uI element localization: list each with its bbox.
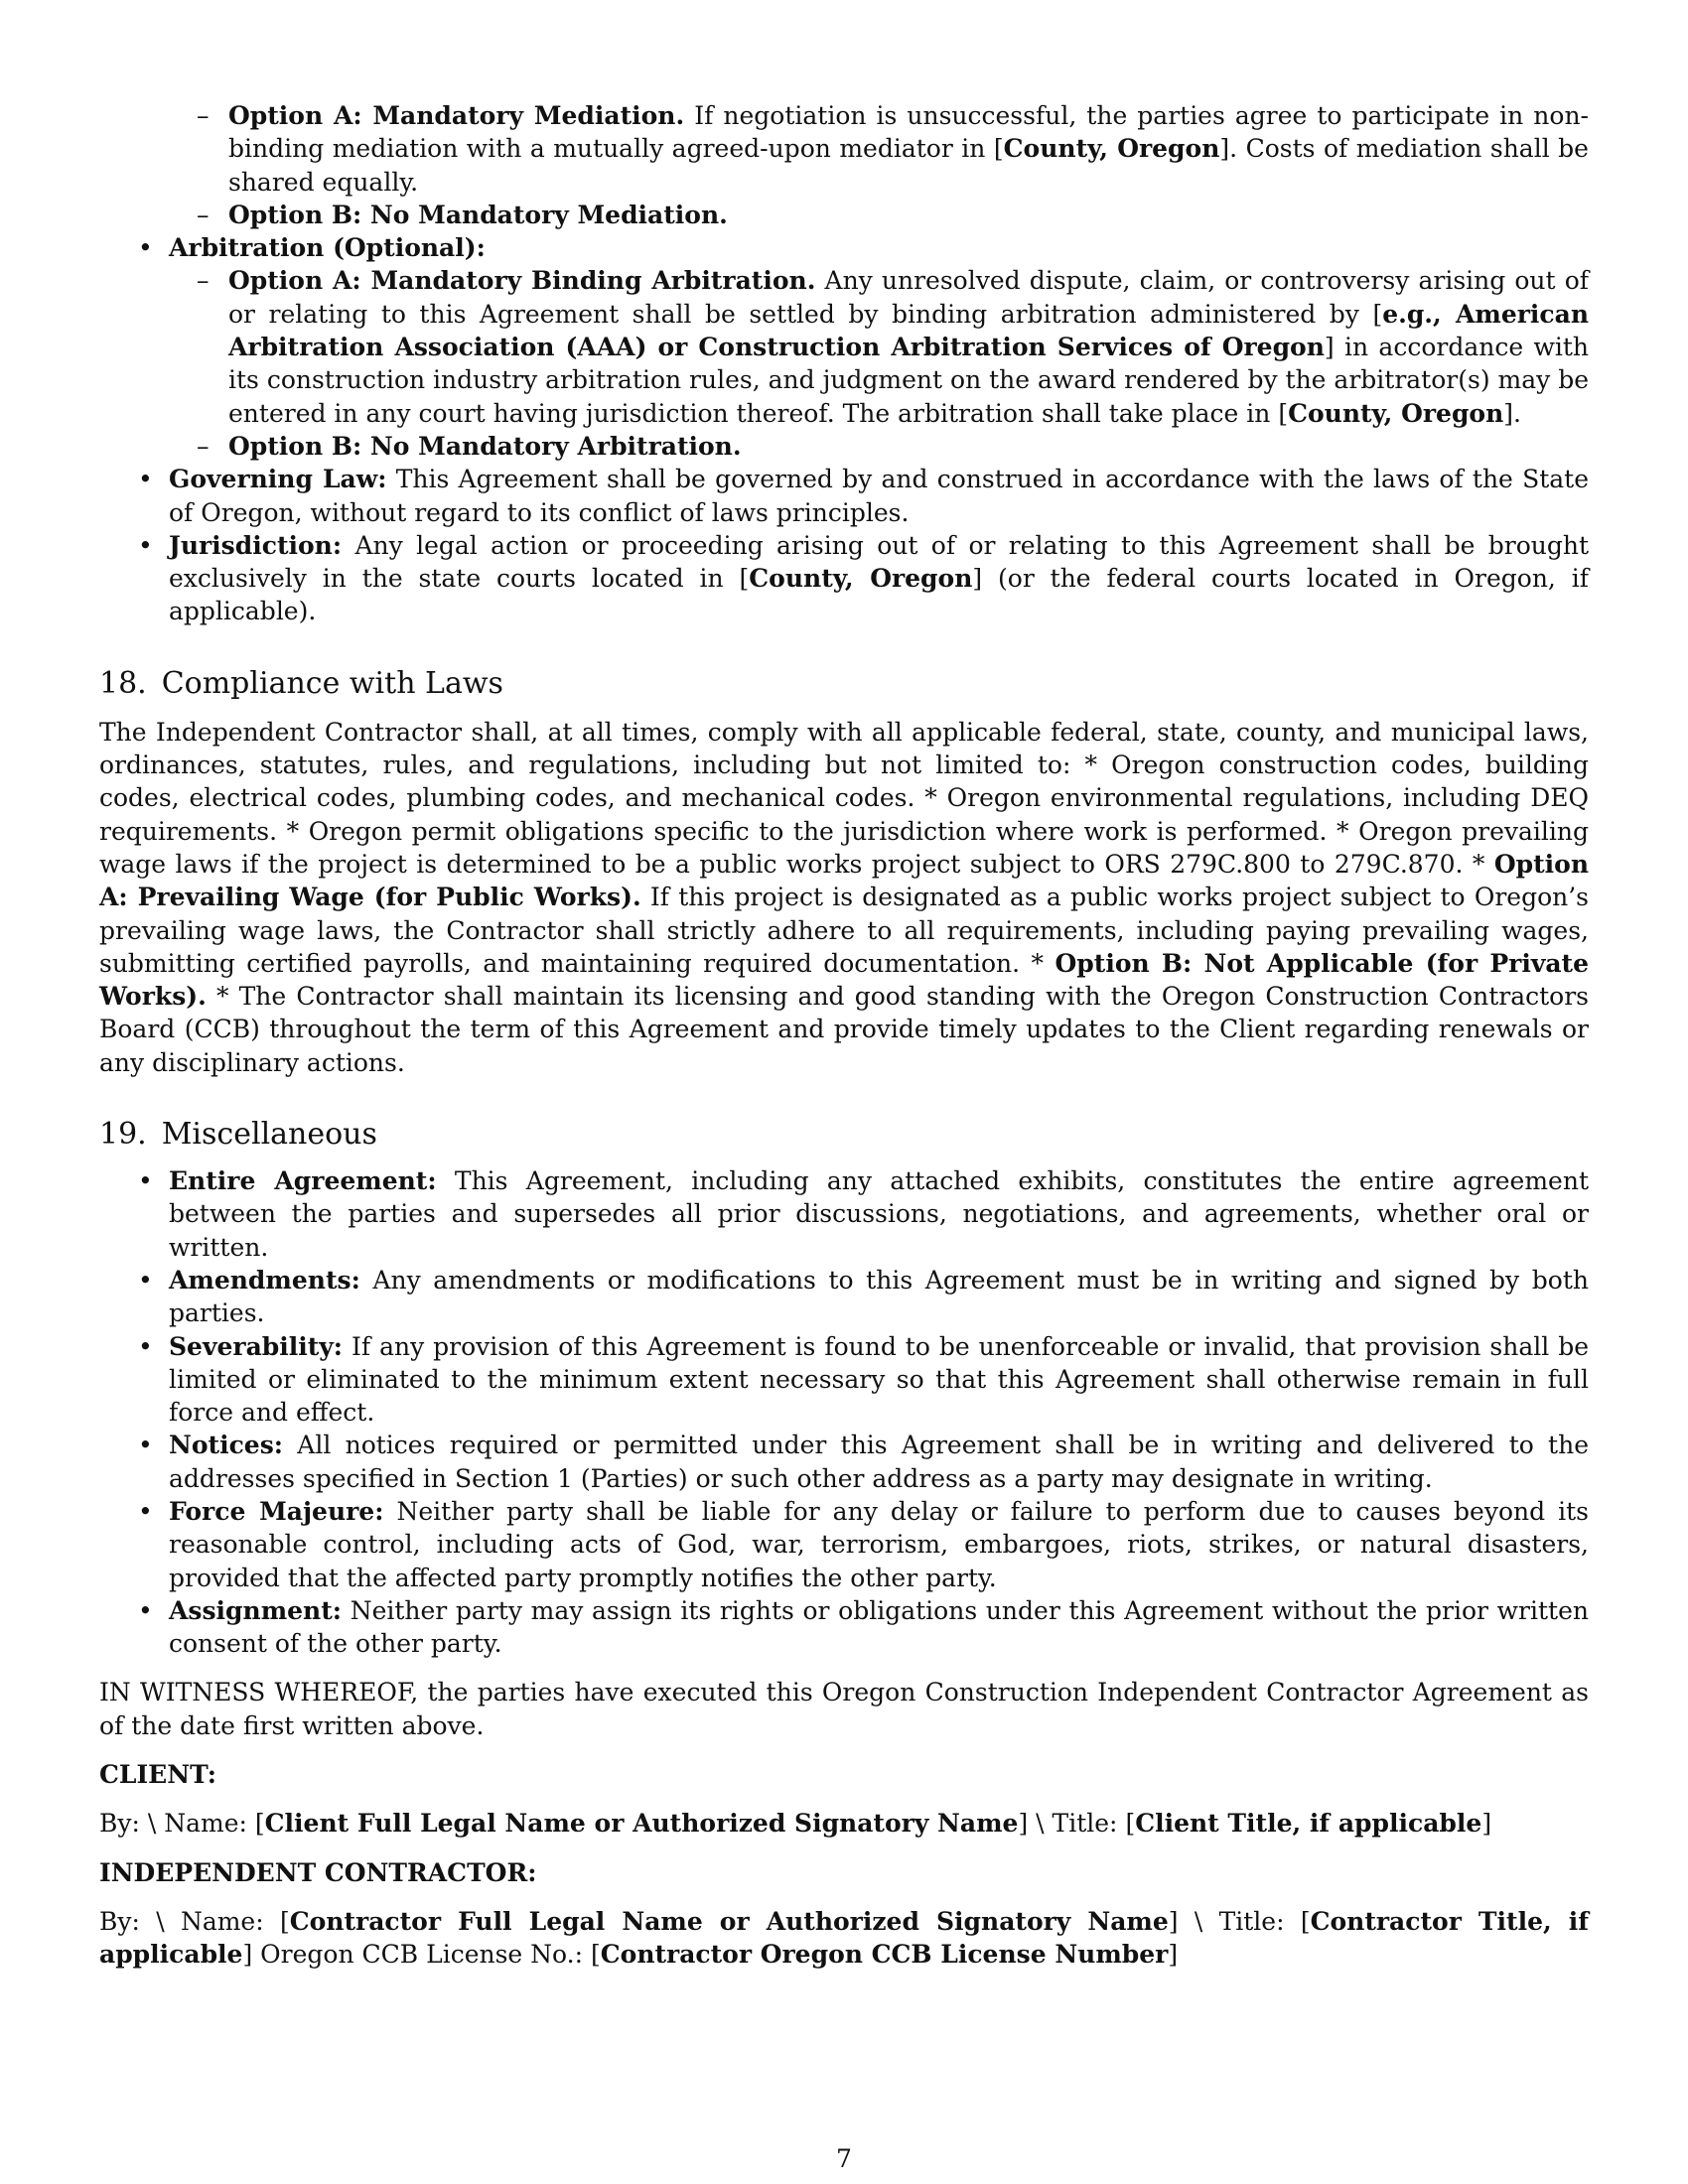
dash-bullet: – <box>197 200 210 229</box>
list-item-arbitration: • Arbitration (Optional): <box>99 231 1589 264</box>
client-signature-line: By: \ Name: [Client Full Legal Name or Authorized Signatory Name] \ Title: [Client Title, if applicable] <box>99 1809 1492 1839</box>
dash-bullet: – <box>197 431 210 461</box>
miscellaneous-list <box>99 1164 1589 1660</box>
round-bullet: • <box>138 1431 153 1460</box>
document-page <box>99 99 1589 1972</box>
list-item-amendments: • Amendments: Any amendments or modifications to this Agreement must be in writing and signed by both parties. <box>138 1265 1589 1328</box>
round-bullet: • <box>138 465 153 494</box>
dash-bullet: – <box>197 266 210 296</box>
round-bullet: • <box>138 233 153 263</box>
round-bullet: • <box>138 1166 153 1196</box>
list-item-mediation-option-a: – Option A: Mandatory Mediation. If negotiation is unsuccessful, the parties agree to participate in non-binding mediation with a mutually agreed-upon mediator in [County, Oregon]. Costs of mediation shall be shared equally. <box>197 101 1589 197</box>
contractor-signature-line: By: \ Name: [Contractor Full Legal Name or Authorized Signatory Name] \ Title: [Contractor Title, if applicable] Oregon CCB License No.: [Contractor Oregon CCB License Number] <box>99 1906 1590 1970</box>
section-18-heading: 18. Compliance with Laws <box>99 665 503 701</box>
client-heading: CLIENT: <box>99 1760 217 1790</box>
list-item-severability: • Severability: If any provision of this Agreement is found to be unenforceable or invalid, that provision shall be limited or eliminated to the minimum extent necessary so that this Agreement shall otherwise remain in full force and effect. <box>138 1331 1589 1428</box>
list-item-arbitration-option-a: – Option A: Mandatory Binding Arbitration. Any unresolved dispute, claim, or controversy arising out of or relating to this Agreement shall be settled by binding arbitration administered by [e.g., American Arbitration Association (AAA) or Construction Arbitration Services of Oregon] in accordance with its construction industry arbitration rules, and judgment on the award rendered by the arbitrator(s) may be entered in any court having jurisdiction thereof. The arbitration shall take place in [County, Oregon]. <box>197 266 1589 428</box>
round-bullet: • <box>138 1265 153 1295</box>
list-item-governing-law: • Governing Law: This Agreement shall be governed by and construed in accordance with the laws of the State of Oregon, without regard to its conflict of laws principles. <box>138 465 1589 527</box>
contractor-heading: INDEPENDENT CONTRACTOR: <box>99 1857 537 1887</box>
round-bullet: • <box>138 1331 153 1361</box>
witness-paragraph: IN WITNESS WHEREOF, the parties have executed this Oregon Construction Independent Contractor Agreement as of the date first written above. <box>99 1678 1589 1740</box>
round-bullet: • <box>138 1496 153 1526</box>
round-bullet: • <box>138 530 153 560</box>
list-item-arbitration-option-b: – Option B: No Mandatory Arbitration. <box>99 430 1589 463</box>
list-item-force-majeure: • Force Majeure: Neither party shall be liable for any delay or failure to perform due to causes beyond its reasonable control, including acts of God, war, terrorism, embargoes, riots, strikes, or natural disasters, provided that the affected party promptly notifies the other party. <box>138 1496 1589 1592</box>
list-item-entire-agreement: • Entire Agreement: This Agreement, including any attached exhibits, constitutes the entire agreement between the parties and supersedes all prior discussions, negotiations, and agreements, whether oral or written. <box>138 1166 1590 1262</box>
list-item-mediation-option-b: – Option B: No Mandatory Mediation. <box>99 199 1589 231</box>
section-19-heading: 19. Miscellaneous <box>99 1117 377 1153</box>
round-bullet: • <box>138 1595 153 1625</box>
dispute-resolution-list <box>99 99 1589 628</box>
list-item-assignment: • Assignment: Neither party may assign its rights or obligations under this Agreement without the prior written consent of the other party. <box>138 1595 1589 1659</box>
section-18-paragraph: The Independent Contractor shall, at all times, comply with all applicable federal, state, county, and municipal laws, ordinances, statutes, rules, and regulations, including but not limited to: * Oregon construction codes, building codes, electrical codes, plumbing codes, and mechanical codes. * Oregon environmental regulations, including DEQ requirements. * Oregon permit obligations specific to the jurisdiction where work is performed. * Oregon prevailing wage laws if the project is determined to be a public works project subject to ORS 279C.800 to 279C.870. * Option A: Prevailing Wage (for Public Works). If this project is designated as a public works project subject to Oregon’s prevailing wage laws, the Contractor shall strictly adhere to all requirements, including paying prevailing wages, submitting certified payrolls, and maintaining required documentation. * Option B: Not Applicable (for Private Works). * The Contractor shall maintain its licensing and good standing with the Oregon Construction Contractors Board (CCB) throughout the term of this Agreement and provide timely updates to the Client regarding renewals or any disciplinary actions. <box>99 717 1589 1077</box>
list-item-jurisdiction: • Jurisdiction: Any legal action or proceeding arising out of or relating to this Agreement shall be brought exclusively in the state courts located in [County, Oregon] (or the federal courts located in Oregon, if applicable). <box>138 530 1589 626</box>
page-number: 7 <box>836 2144 852 2173</box>
list-item-notices: • Notices: All notices required or permitted under this Agreement shall be in writing and delivered to the addresses specified in Section 1 (Parties) or such other address as a party may designate in writing. <box>138 1431 1589 1493</box>
dash-bullet: – <box>197 101 210 130</box>
